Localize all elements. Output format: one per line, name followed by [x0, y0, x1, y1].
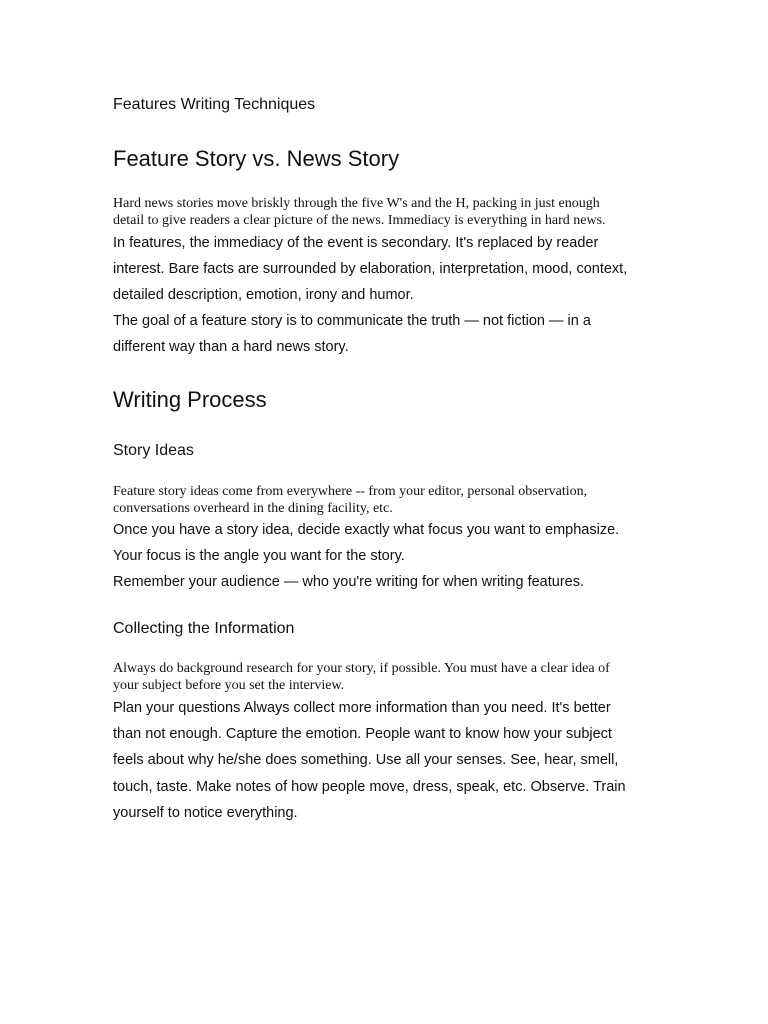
feature-text-line: different way than a hard news story.: [113, 339, 349, 355]
hard-news-line-1: Hard news stories move briskly through the five W's and the H, packing in just enough: [113, 196, 600, 211]
document-title: Features Writing Techniques: [113, 96, 316, 113]
story-ideas-text-line: Once you have a story idea, decide exactly what focus you want to emphasize.: [113, 522, 620, 538]
feature-text-line: In features, the immediacy of the event is secondary. It's replaced by reader: [113, 235, 599, 251]
collecting-info-paragraph: [113, 660, 653, 694]
collecting-info-line-2: your subject before you set the interview.: [113, 678, 345, 693]
section-heading-feature-vs-news: Feature Story vs. News Story: [113, 146, 400, 171]
collecting-info-text-line: than not enough. Capture the emotion. People want to know how your subject: [113, 726, 612, 742]
subheading-story-ideas: Story Ideas: [113, 442, 194, 459]
collecting-info-text-line: yourself to notice everything.: [113, 805, 298, 821]
collecting-info-text-line: touch, taste. Make notes of how people move, dress, speak, etc. Observe. Train: [113, 779, 626, 795]
feature-text-line: The goal of a feature story is to communicate the truth — not fiction — in a: [113, 313, 591, 329]
story-ideas-line-1: Feature story ideas come from everywhere -- from your editor, personal observation,: [113, 484, 588, 499]
story-ideas-text-line: Your focus is the angle you want for the story.: [113, 548, 405, 564]
story-ideas-text-line: Remember your audience — who you're writing for when writing features.: [113, 574, 585, 590]
feature-text-line: detailed description, emotion, irony and humor.: [113, 287, 414, 303]
collecting-info-text-line: Plan your questions Always collect more information than you need. It's better: [113, 700, 611, 716]
story-ideas-paragraph: [113, 483, 653, 517]
hard-news-line-2: detail to give readers a clear picture of the news. Immediacy is everything in hard news.: [113, 213, 606, 228]
subheading-collecting-information: Collecting the Information: [113, 620, 295, 637]
hard-news-paragraph: [113, 195, 653, 229]
section-heading-writing-process: Writing Process: [113, 387, 267, 412]
collecting-info-line-1: Always do background research for your story, if possible. You must have a clear idea of: [113, 661, 610, 676]
collecting-info-text-line: feels about why he/she does something. Use all your senses. See, hear, smell,: [113, 752, 619, 768]
story-ideas-line-2: conversations overheard in the dining facility, etc.: [113, 501, 393, 516]
feature-text-line: interest. Bare facts are surrounded by elaboration, interpretation, mood, context,: [113, 261, 628, 277]
